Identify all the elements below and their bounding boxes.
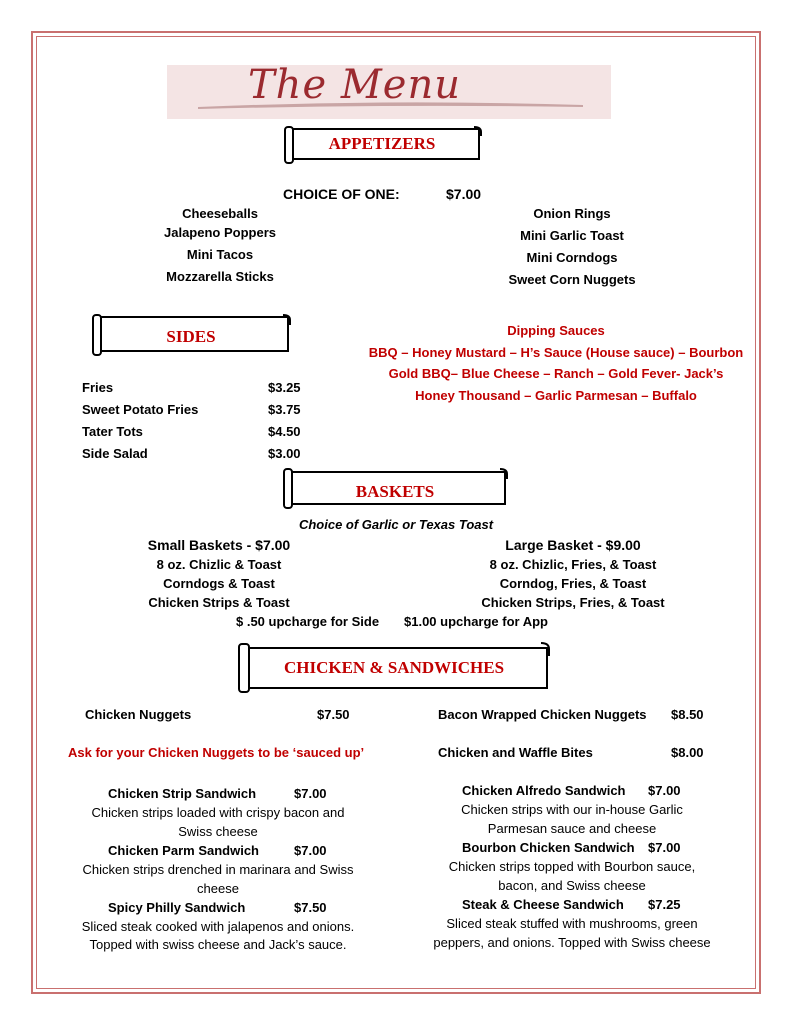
dipping-sauces-heading: Dipping Sauces [507, 323, 605, 338]
dipping-sauces-line: Gold BBQ– Blue Cheese – Ranch – Gold Fever- Jack’s [388, 366, 724, 381]
sandwich-name: Spicy Philly Sandwich [108, 900, 246, 915]
sandwich-name: Chicken Parm Sandwich [108, 843, 259, 858]
sides-heading: SIDES [166, 327, 216, 346]
sandwich-desc: Parmesan sauce and cheese [487, 821, 657, 836]
appetizer-left-item: Mozzarella Sticks [166, 269, 274, 284]
appetizer-left-item: Mini Tacos [186, 247, 254, 262]
appetizer-right-item: Mini Corndogs [526, 250, 618, 265]
baskets-note: Choice of Garlic or Texas Toast [298, 517, 494, 532]
bacon-nuggets-name: Bacon Wrapped Chicken Nuggets [438, 707, 647, 722]
appetizer-right-item: Sweet Corn Nuggets [508, 272, 636, 287]
waffle-bites-price: $8.00 [671, 745, 704, 760]
sandwich-desc: cheese [197, 881, 239, 896]
side-price: $3.00 [268, 446, 301, 461]
appetizer-left-item: Cheeseballs [182, 206, 258, 221]
sandwich-desc: Topped with swiss cheese and Jack’s sauce. [89, 937, 347, 952]
sandwich-desc: Chicken strips topped with Bourbon sauce, [448, 859, 696, 874]
sandwich-desc: peppers, and onions. Topped with Swiss cheese [433, 935, 711, 950]
baskets-banner [281, 466, 509, 510]
small-basket-item: Chicken Strips & Toast [148, 595, 290, 610]
sides-banner [90, 311, 292, 357]
appetizer-left-item: Jalapeno Poppers [164, 225, 276, 240]
sandwich-price: $7.00 [294, 786, 327, 801]
sandwich-desc: Sliced steak cooked with jalapenos and onions. [81, 919, 355, 934]
upcharge-side: $ .50 upcharge for Side [236, 614, 380, 629]
nuggets-name: Chicken Nuggets [85, 707, 192, 722]
upcharge-app: $1.00 upcharge for App [404, 614, 548, 629]
sandwich-price: $7.50 [294, 900, 327, 915]
sandwich-name: Chicken Strip Sandwich [108, 786, 257, 801]
choice-label: CHOICE OF ONE: [283, 186, 400, 202]
sandwich-desc: Chicken strips drenched in marinara and Swiss [82, 862, 354, 877]
sandwich-desc: Chicken strips with our in-house Garlic [461, 802, 683, 817]
dipping-sauces-line: Honey Thousand – Garlic Parmesan – Buffalo [415, 388, 697, 403]
appetizers-heading: APPETIZERS [328, 134, 436, 153]
small-basket-item: 8 oz. Chizlic & Toast [156, 557, 282, 572]
sandwich-name: Bourbon Chicken Sandwich [462, 840, 635, 855]
baskets-heading: BASKETS [355, 482, 435, 501]
appetizer-price: $7.00 [446, 186, 482, 202]
chicken-banner [236, 640, 552, 694]
side-price: $3.25 [268, 380, 301, 395]
waffle-bites-name: Chicken and Waffle Bites [438, 745, 593, 760]
side-name: Tater Tots [82, 424, 143, 439]
appetizer-right-item: Onion Rings [533, 206, 611, 221]
sandwich-price: $7.00 [648, 783, 681, 798]
appetizers-banner [282, 124, 482, 164]
sandwich-name: Steak & Cheese Sandwich [462, 897, 624, 912]
large-basket-item: Corndog, Fries, & Toast [499, 576, 647, 591]
side-name: Fries [82, 380, 114, 395]
sandwich-name: Chicken Alfredo Sandwich [462, 783, 626, 798]
sandwich-desc: bacon, and Swiss cheese [498, 878, 646, 893]
dipping-sauces-line: BBQ – Honey Mustard – H’s Sauce (House sauce) – Bourbon [368, 345, 744, 360]
nuggets-price: $7.50 [317, 707, 350, 722]
bacon-nuggets-price: $8.50 [671, 707, 704, 722]
sandwich-price: $7.25 [648, 897, 681, 912]
sandwich-desc: Swiss cheese [178, 824, 258, 839]
side-name: Side Salad [82, 446, 148, 461]
sandwich-desc: Sliced steak stuffed with mushrooms, green [446, 916, 698, 931]
sandwich-price: $7.00 [294, 843, 327, 858]
side-price: $4.50 [268, 424, 301, 439]
chicken-heading: CHICKEN & SANDWICHES [283, 658, 505, 677]
large-basket-item: 8 oz. Chizlic, Fries, & Toast [489, 557, 657, 572]
sandwich-price: $7.00 [648, 840, 681, 855]
large-basket-item: Chicken Strips, Fries, & Toast [481, 595, 665, 610]
small-basket-title: Small Baskets - $7.00 [147, 537, 291, 553]
appetizer-right-item: Mini Garlic Toast [520, 228, 624, 243]
large-basket-title: Large Basket - $9.00 [505, 537, 641, 553]
sandwich-desc: Chicken strips loaded with crispy bacon and [91, 805, 345, 820]
side-price: $3.75 [268, 402, 301, 417]
small-basket-item: Corndogs & Toast [163, 576, 275, 591]
sauced-up-note: Ask for your Chicken Nuggets to be ‘sauced up’ [68, 745, 365, 760]
page-title: The Menu [248, 62, 461, 108]
side-name: Sweet Potato Fries [82, 402, 199, 417]
